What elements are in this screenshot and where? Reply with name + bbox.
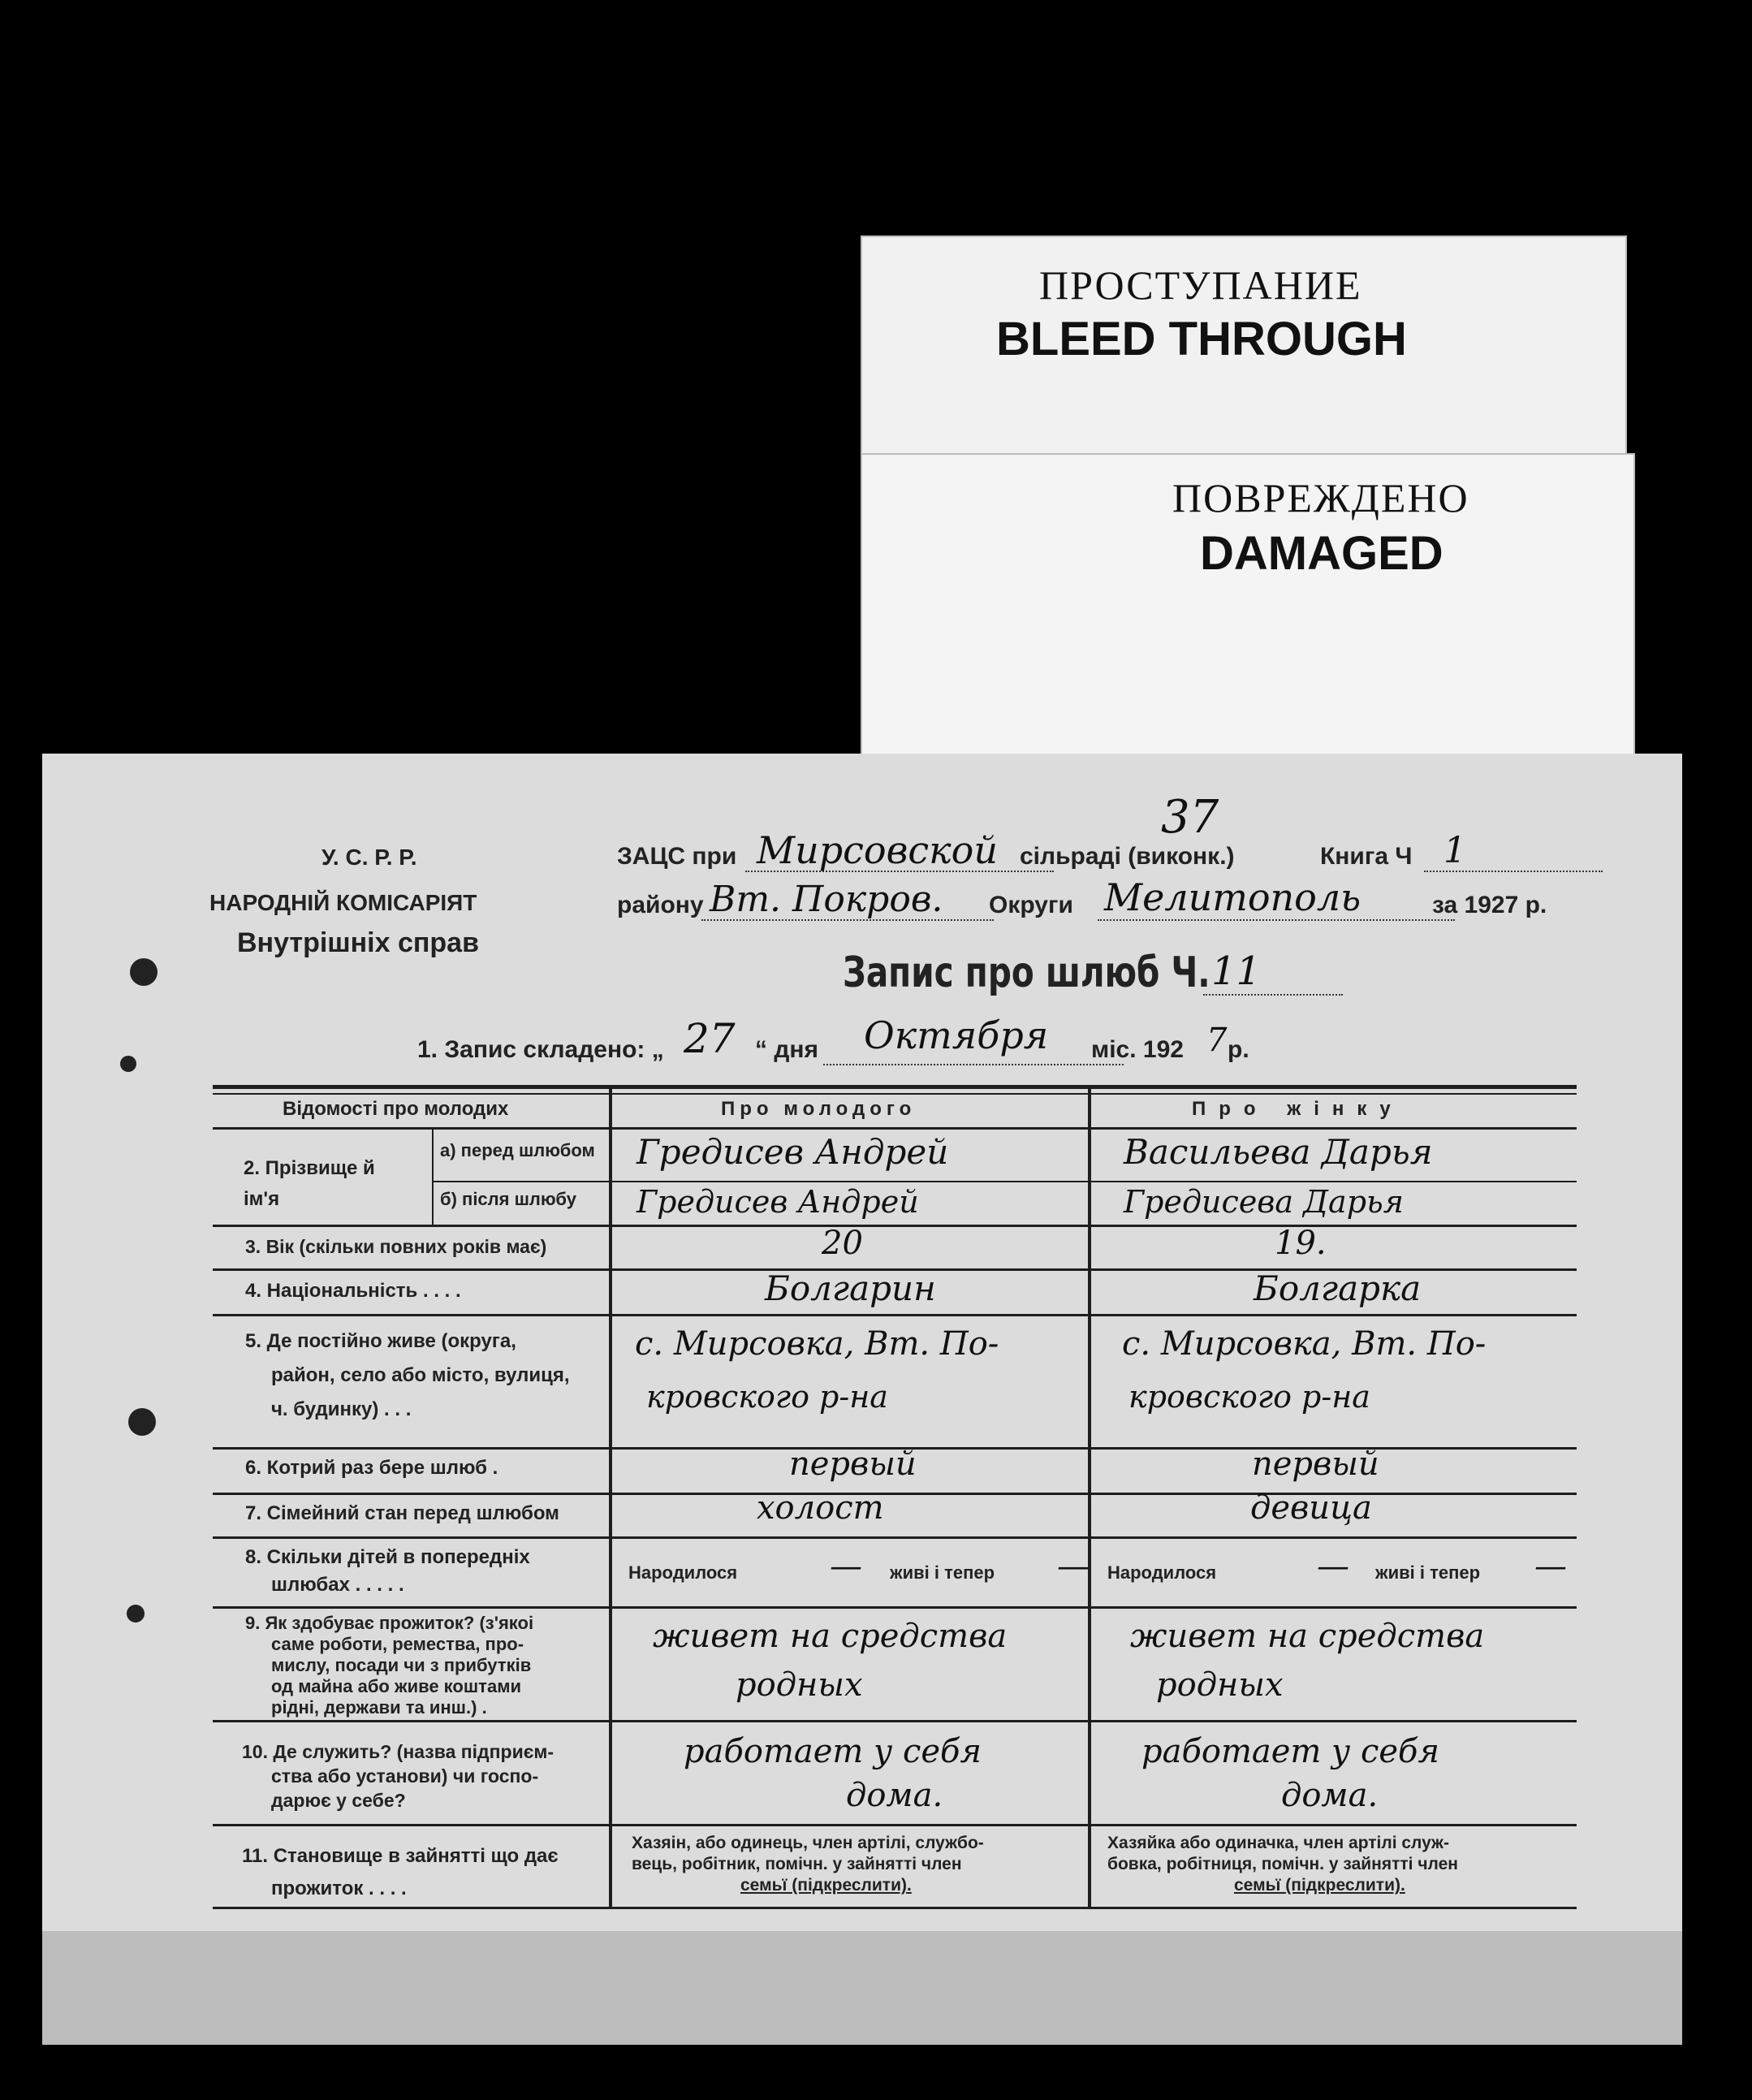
zags-value: Мирсовской <box>757 828 998 872</box>
council-label: сільраді (виконк.) <box>1020 843 1235 870</box>
bride-marriage-count: первый <box>1252 1445 1379 1483</box>
bride-livelihood-2: родных <box>1156 1666 1284 1704</box>
bride-age: 19. <box>1275 1225 1327 1262</box>
table-rule <box>213 1720 1577 1722</box>
bride-born-label: Народилося <box>1107 1562 1217 1583</box>
notice-card-damaged <box>861 453 1635 758</box>
punch-hole <box>130 958 158 986</box>
groom-age: 20 <box>822 1225 863 1262</box>
row-workplace-label-1: 10. Де служить? (назва підприєм- <box>242 1741 555 1762</box>
table-rule <box>213 1493 1577 1495</box>
groom-name-before: Гредисев Андрей <box>637 1132 949 1172</box>
punch-hole <box>128 1408 156 1436</box>
table-rule <box>213 1536 1577 1539</box>
book-value: 1 <box>1443 830 1466 871</box>
groom-residence-2: кровского р-на <box>646 1379 888 1415</box>
marriage-record-sheet <box>42 754 1682 2045</box>
table-col-rule <box>609 1085 612 1907</box>
bride-born-value: — <box>1317 1548 1349 1585</box>
damaged-ru: ПОВРЕЖДЕНО <box>1172 475 1469 521</box>
bride-residence-2: кровского р-на <box>1128 1379 1370 1415</box>
groom-occupation-1: Хазяін, або одинець, член артілі, службо- <box>632 1834 984 1852</box>
bleed-through-ru: ПРОСТУПАНИЕ <box>1039 262 1362 308</box>
bride-workplace-2: дома. <box>1281 1777 1379 1814</box>
row-livelihood-label-5: рідні, держави та инш.) . <box>271 1697 487 1718</box>
bride-occupation-1: Хазяйка або одиначка, член артілі служ- <box>1107 1834 1449 1852</box>
row-age-label: 3. Вік (скільки повних років має) <box>245 1236 547 1257</box>
okrug-label: Округи <box>989 892 1073 918</box>
row-name-label: 2. Прізвище й ім'я <box>244 1157 375 1210</box>
row-livelihood-label-4: од майна або живе коштами <box>271 1676 521 1696</box>
row-livelihood-label-2: саме роботи, ремества, про- <box>271 1634 524 1654</box>
bride-residence-1: с. Мирсовка, Вт. По- <box>1122 1325 1487 1363</box>
row-residence-label-3: ч. будинку) . . . <box>271 1398 412 1420</box>
record-number-line <box>1203 994 1343 996</box>
record-number: 11 <box>1211 948 1262 994</box>
sheet-bottom-edge <box>42 1931 1682 2045</box>
row-livelihood-label-1: 9. Як здобуває прожиток? (з'якоі <box>245 1613 534 1633</box>
table-top-rule <box>213 1085 1577 1089</box>
district-label: району <box>617 892 704 918</box>
table-rule <box>213 1824 1577 1826</box>
row-children-label-1: 8. Скільки дітей в попередніх <box>245 1546 530 1568</box>
okrug-value: Мелитополь <box>1104 875 1361 919</box>
row-name-before-label: а) перед шлюбом <box>440 1140 595 1160</box>
row-occupation-label-2: прожиток . . . . <box>271 1877 407 1899</box>
record-made-label: 1. Запис складено: „ <box>417 1036 664 1063</box>
year-label: за 1927 р. <box>1432 892 1547 918</box>
department-label: Внутрішніх справ <box>237 927 479 958</box>
punch-hole <box>120 1056 136 1072</box>
table-rule <box>432 1181 1577 1182</box>
table-rule <box>213 1314 1577 1316</box>
row-residence-label-1: 5. Де постійно живе (округа, <box>245 1330 516 1352</box>
row-workplace-label-2: ства або установи) чи госпо- <box>271 1765 539 1787</box>
bride-name-before: Васильева Дарья <box>1124 1132 1433 1172</box>
bride-occupation-2: бовка, робітниця, помічн. у зайнятті член <box>1107 1855 1458 1873</box>
damaged-en: DAMAGED <box>1200 527 1443 580</box>
top-number: 37 <box>1161 791 1219 844</box>
groom-born-value: — <box>830 1548 862 1585</box>
record-day: 27 <box>684 1015 736 1062</box>
district-value: Вт. Покров. <box>710 879 943 920</box>
groom-name-after: Гредисев Андрей <box>637 1184 919 1220</box>
bride-alive-value: — <box>1534 1548 1567 1585</box>
groom-livelihood-2: родных <box>736 1666 863 1704</box>
groom-nationality: Болгарин <box>765 1268 936 1308</box>
col-info-header: Відомості про молодих <box>283 1098 509 1120</box>
groom-alive-value: — <box>1057 1548 1090 1585</box>
record-year-label: міс. 192 <box>1091 1036 1184 1063</box>
row-marriage-count-label: 6. Котрий раз бере шлюб . <box>245 1457 498 1479</box>
col-groom-header: Про молодого <box>721 1098 917 1120</box>
row-livelihood-label-3: мислу, посади чи з прибутків <box>271 1655 532 1675</box>
row-children-label-2: шлюбах . . . . . <box>271 1574 404 1596</box>
bleed-through-en: BLEED THROUGH <box>996 313 1407 365</box>
groom-workplace-2: дома. <box>846 1777 943 1814</box>
groom-occupation-3: семьї (підкреслити). <box>740 1876 912 1895</box>
record-year-digit: 7 <box>1206 1022 1228 1059</box>
table-rule <box>213 1225 1577 1227</box>
record-title: Запис про шлюб Ч. <box>843 948 1210 997</box>
row-residence-label-2: район, село або місто, вулиця, <box>271 1364 570 1386</box>
groom-workplace-1: работает у себя <box>684 1733 982 1770</box>
record-month-line <box>823 1064 1124 1065</box>
book-label: Книга Ч <box>1320 843 1413 870</box>
commissariat-label: НАРОДНІЙ КОМІСАРІЯТ <box>209 890 477 915</box>
bride-workplace-1: работает у себя <box>1141 1733 1439 1770</box>
record-year-suffix: р. <box>1228 1036 1249 1063</box>
table-subcol-rule <box>432 1127 434 1225</box>
groom-residence-1: с. Мирсовка, Вт. По- <box>635 1325 999 1363</box>
groom-marital-status: холост <box>757 1489 884 1527</box>
table-bottom-rule <box>213 1907 1577 1909</box>
row-marital-status-label: 7. Сімейний стан перед шлюбом <box>245 1502 559 1524</box>
punch-hole <box>127 1605 145 1623</box>
bride-nationality: Болгарка <box>1254 1268 1422 1308</box>
zags-label: ЗАЦС при <box>617 843 737 870</box>
col-bride-header: Про жінку <box>1192 1098 1404 1120</box>
bride-name-after: Гредисева Дарья <box>1124 1184 1404 1220</box>
record-day-label: “ дня <box>755 1036 819 1063</box>
notice-card-bleed-through <box>861 235 1627 474</box>
row-occupation-label-1: 11. Становище в зайнятті що дає <box>242 1845 559 1867</box>
table-top-rule-thin <box>213 1093 1577 1095</box>
republic-label: У. С. Р. Р. <box>321 845 417 870</box>
bride-livelihood-1: живет на средства <box>1130 1618 1485 1655</box>
record-month: Октября <box>864 1013 1049 1057</box>
groom-marriage-count: первый <box>789 1445 917 1483</box>
groom-alive-label: живі і тепер <box>890 1562 995 1583</box>
groom-livelihood-1: живет на средства <box>653 1618 1008 1655</box>
bride-occupation-3: семьї (підкреслити). <box>1234 1876 1405 1895</box>
groom-occupation-2: вець, робітник, помічн. у зайнятті член <box>632 1855 962 1873</box>
row-nationality-label: 4. Національність . . . . <box>245 1280 461 1302</box>
bride-marital-status: девица <box>1250 1489 1372 1527</box>
row-name-after-label: б) після шлюбу <box>440 1189 576 1209</box>
table-rule <box>213 1127 1577 1130</box>
row-workplace-label-3: дарює у себе? <box>271 1790 406 1811</box>
table-col-rule <box>1088 1085 1091 1907</box>
table-rule <box>213 1606 1577 1609</box>
okrug-line <box>1098 919 1455 921</box>
bride-alive-label: живі і тепер <box>1375 1562 1481 1583</box>
groom-born-label: Народилося <box>628 1562 738 1583</box>
